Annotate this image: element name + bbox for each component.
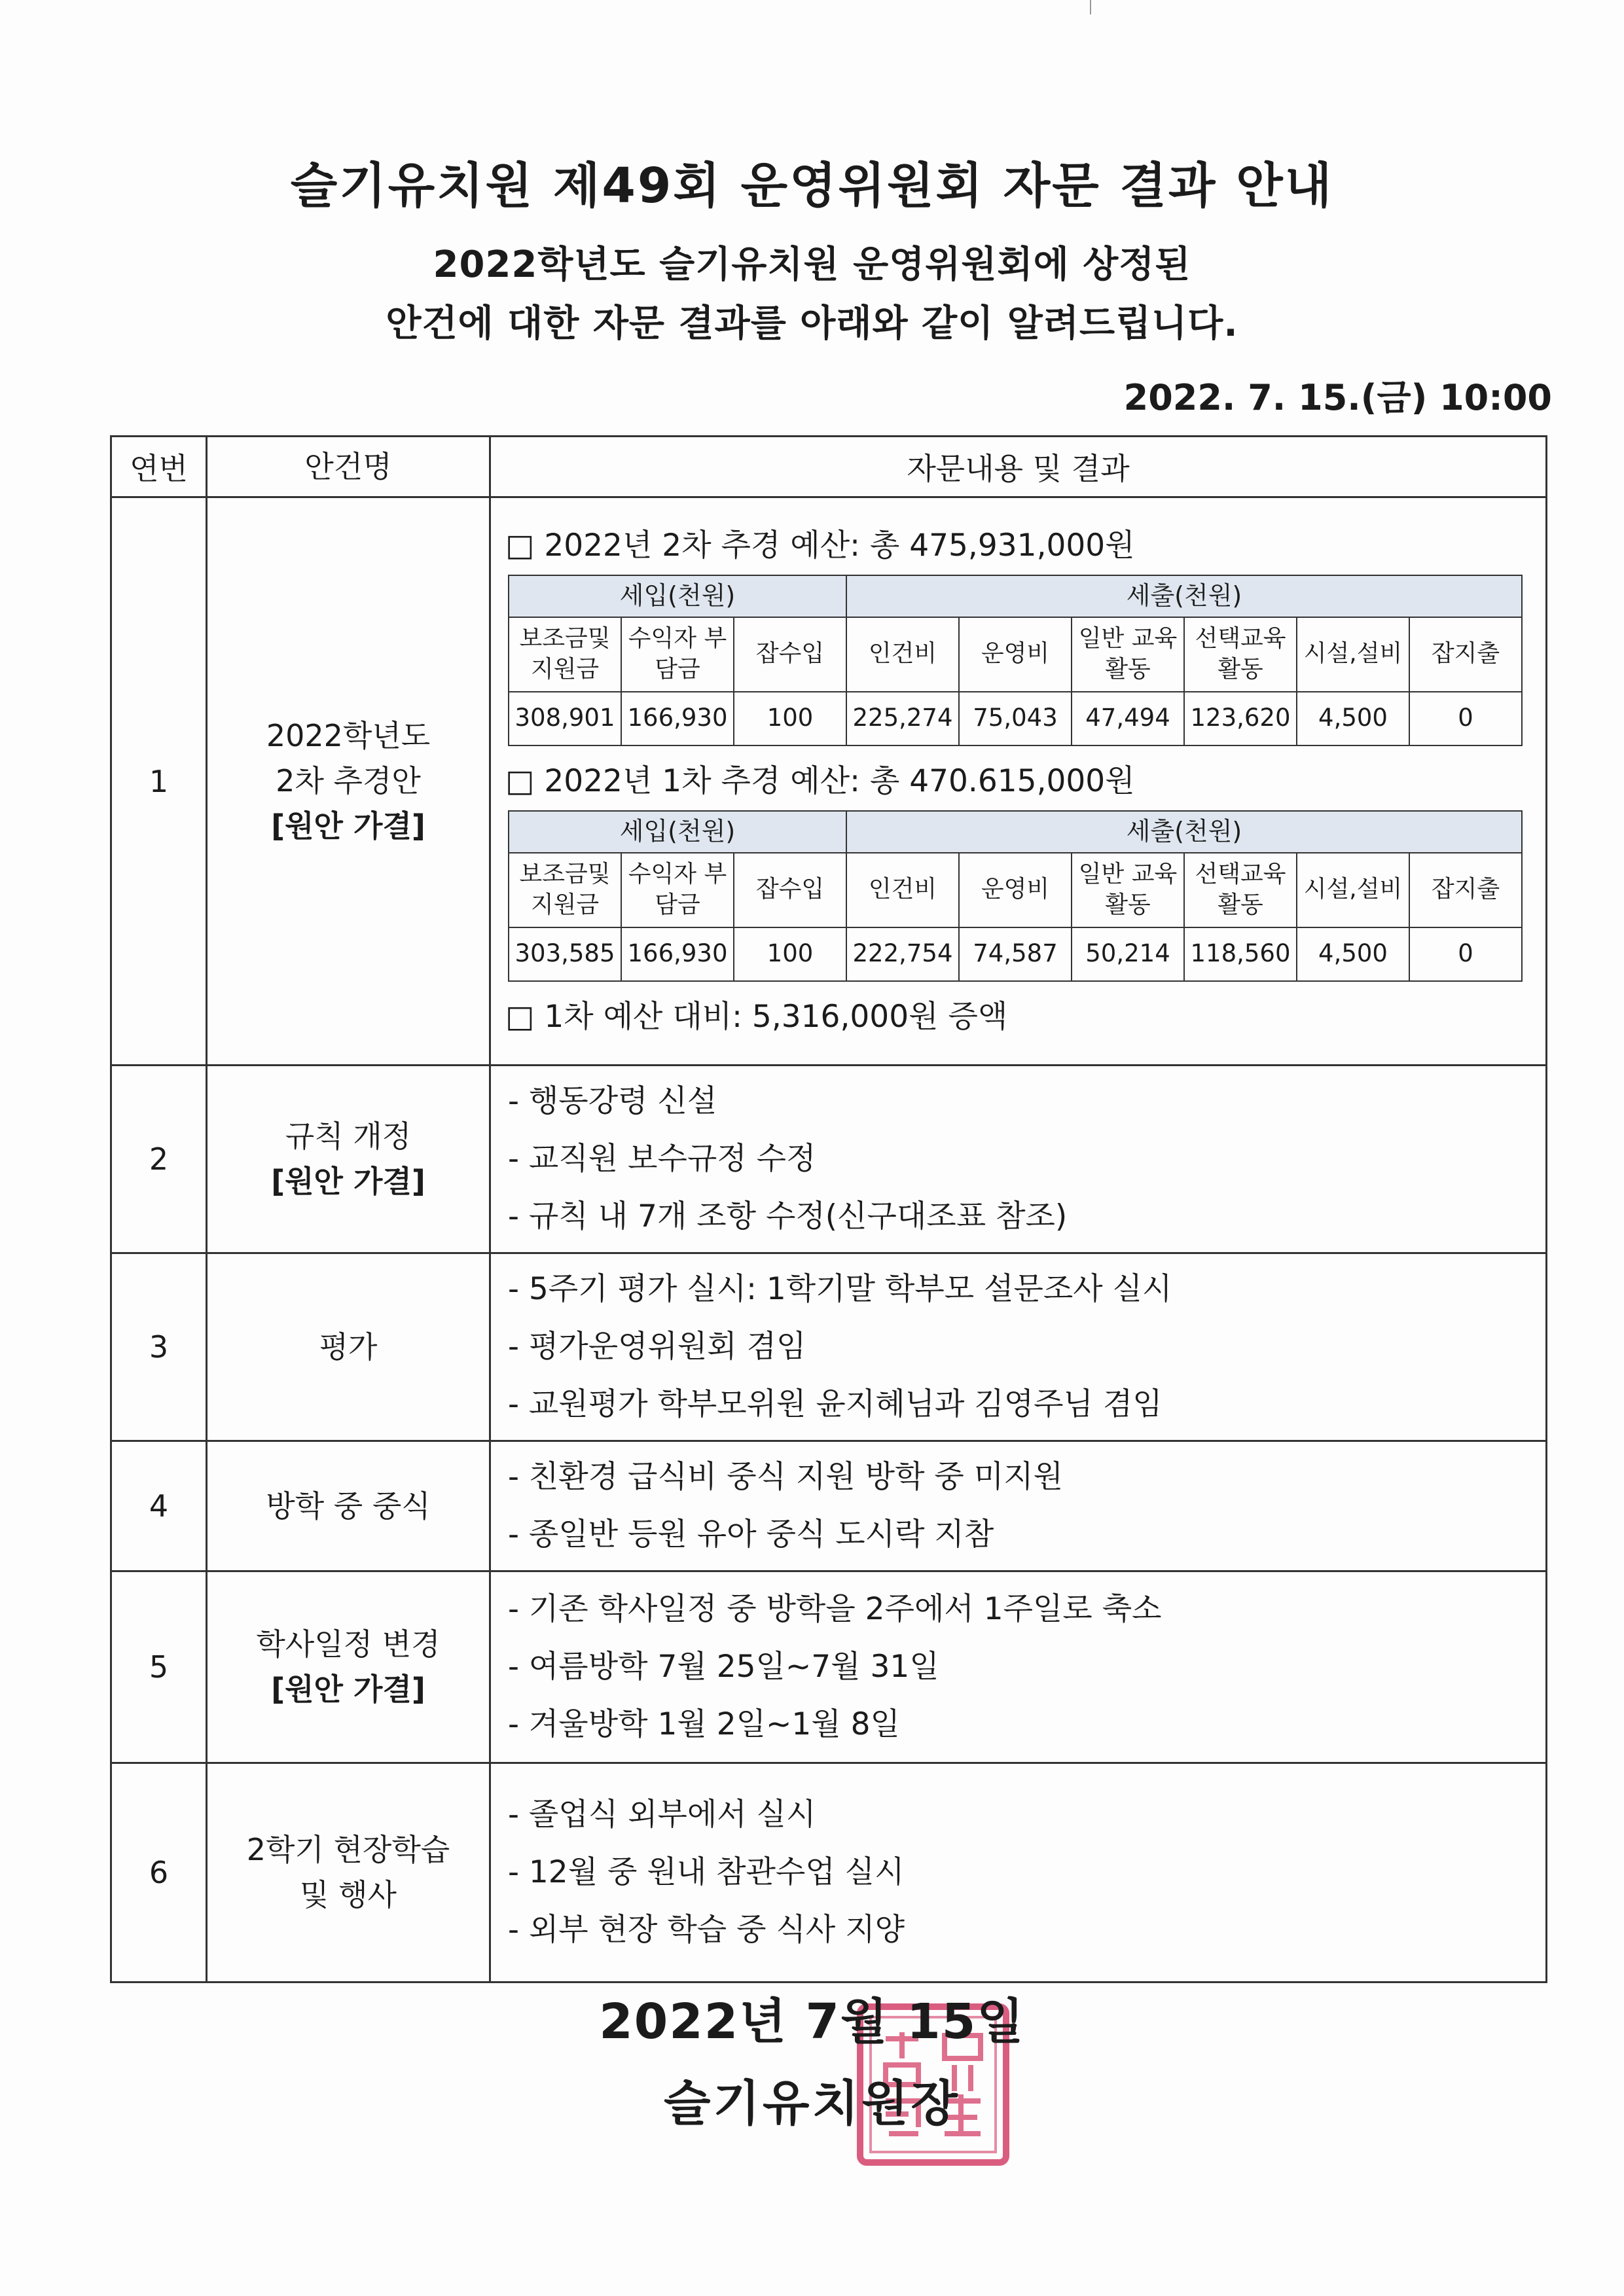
budget-label: 선택교육 활동 <box>1184 853 1297 927</box>
budget-label: 운영비 <box>959 853 1072 927</box>
table-row <box>111 1571 1547 1763</box>
table-row <box>111 497 1547 1066</box>
budget-label: 시설,설비 <box>1297 853 1409 927</box>
budget-value: 0 <box>1409 927 1522 981</box>
budget-label: 인건비 <box>846 853 959 927</box>
list-item: - 규칙 내 7개 조항 수정(신구대조표 참조) <box>508 1198 1068 1234</box>
budget-value: 166,930 <box>621 927 734 981</box>
row-number: 6 <box>111 1763 207 1982</box>
list-item: - 겨울방학 1월 2일~1월 8일 <box>508 1706 900 1742</box>
budget-value: 118,560 <box>1184 927 1297 981</box>
budget-label: 선택교육 활동 <box>1184 617 1297 692</box>
agenda-content <box>490 1253 1547 1441</box>
agenda-name <box>207 1763 490 1982</box>
budget-label: 수익자 부담금 <box>621 617 734 692</box>
budget-label: 일반 교육활동 <box>1072 853 1184 927</box>
list-item: - 평가운영위원회 겸임 <box>508 1329 806 1365</box>
budget-label: 잡수입 <box>734 617 846 692</box>
agenda-name <box>207 1441 490 1571</box>
subtitle-line-2: 안건에 대한 자문 결과를 아래와 같이 알려드립니다. <box>386 302 1238 345</box>
budget-value: 166,930 <box>621 692 734 745</box>
budget-label: 보조금및 지원금 <box>509 853 621 927</box>
budget-label: 일반 교육활동 <box>1072 617 1184 692</box>
row-number: 3 <box>111 1253 207 1441</box>
agenda-name <box>207 497 490 1066</box>
budget-value: 100 <box>734 927 846 981</box>
agenda-result: [원안 가결] <box>271 1164 425 1199</box>
footer-date: 2022년 7월 15일 <box>599 1994 1025 2050</box>
budget-value: 123,620 <box>1184 692 1297 745</box>
list-item: - 12월 중 원내 참관수업 실시 <box>508 1854 905 1890</box>
agenda-content <box>490 1441 1547 1571</box>
budget-value: 74,587 <box>959 927 1072 981</box>
table-row <box>111 1066 1547 1253</box>
list-item: - 5주기 평가 실시: 1학기말 학부모 설문조사 실시 <box>508 1271 1172 1307</box>
income-header: 세입(천원) <box>509 575 846 617</box>
agenda-name-line: 평가 <box>319 1329 378 1365</box>
agenda-result: [원안 가결] <box>271 1672 425 1707</box>
agenda-name-line: 규칙 개정 <box>285 1119 412 1154</box>
row-number: 5 <box>111 1571 207 1763</box>
budget-label: 운영비 <box>959 617 1072 692</box>
budget-label: 수익자 부담금 <box>621 853 734 927</box>
table-row <box>111 1441 1547 1571</box>
meeting-date: 2022. 7. 15.(금) 10:00 <box>1123 377 1552 418</box>
list-item: - 친환경 급식비 중식 지원 방학 중 미지원 <box>508 1459 1063 1495</box>
agenda-content <box>490 497 1547 1066</box>
results-table <box>110 435 1547 1983</box>
col-header-name: 안건명 <box>207 437 490 497</box>
scan-mark <box>1090 0 1091 14</box>
agenda-content <box>490 1763 1547 1982</box>
budget-value: 225,274 <box>846 692 959 745</box>
agenda-name-line: 2학기 현장학습 <box>246 1832 450 1867</box>
budget-value: 222,754 <box>846 927 959 981</box>
col-header-content: 자문내용 및 결과 <box>490 437 1547 497</box>
budget-1-table <box>508 810 1523 982</box>
agenda-name-line: 및 행사 <box>300 1877 397 1912</box>
list-item: - 교직원 보수규정 수정 <box>508 1141 816 1177</box>
budget-value: 0 <box>1409 692 1522 745</box>
expense-header: 세출(천원) <box>846 575 1522 617</box>
budget-value: 47,494 <box>1072 692 1184 745</box>
table-row <box>111 1253 1547 1441</box>
list-item: - 여름방학 7월 25일~7월 31일 <box>508 1649 939 1685</box>
budget-value: 308,901 <box>509 692 621 745</box>
agenda-content <box>490 1571 1547 1763</box>
budget-label: 보조금및 지원금 <box>509 617 621 692</box>
list-item: - 기존 학사일정 중 방학을 2주에서 1주일로 축소 <box>508 1591 1162 1627</box>
budget-value: 50,214 <box>1072 927 1184 981</box>
agenda-name <box>207 1066 490 1253</box>
list-item: - 행동강령 신설 <box>508 1083 717 1119</box>
budget-value: 100 <box>734 692 846 745</box>
budget-2-table <box>508 575 1523 746</box>
page-title: 슬기유치원 제49회 운영위원회 자문 결과 안내 <box>290 158 1334 214</box>
budget-value: 4,500 <box>1297 927 1409 981</box>
list-item: - 종일반 등원 유아 중식 도시락 지참 <box>508 1516 994 1552</box>
agenda-result: [원안 가결] <box>271 808 425 844</box>
agenda-name-line: 2차 추경안 <box>276 763 421 798</box>
table-row <box>111 1763 1547 1982</box>
budget-value: 75,043 <box>959 692 1072 745</box>
agenda-name-line: 학사일정 변경 <box>256 1626 441 1662</box>
footer-signature: 슬기유치원장 <box>664 2075 960 2132</box>
row-number: 4 <box>111 1441 207 1571</box>
budget-label: 인건비 <box>846 617 959 692</box>
budget-label: 잡수입 <box>734 853 846 927</box>
budget-value: 4,500 <box>1297 692 1409 745</box>
list-item: - 외부 현장 학습 중 식사 지양 <box>508 1912 905 1948</box>
row-number: 2 <box>111 1066 207 1253</box>
agenda-content <box>490 1066 1547 1253</box>
agenda-name-line: 방학 중 중식 <box>266 1488 431 1524</box>
col-header-no: 연번 <box>111 437 207 497</box>
expense-header: 세출(천원) <box>846 811 1522 853</box>
budget-value: 303,585 <box>509 927 621 981</box>
row-number: 1 <box>111 497 207 1066</box>
budget-label: 시설,설비 <box>1297 617 1409 692</box>
budget-compare: □ 1차 예산 대비: 5,316,000원 증액 <box>505 998 1008 1035</box>
agenda-name-line: 2022학년도 <box>266 718 431 753</box>
budget-label: 잡지출 <box>1409 853 1522 927</box>
table-header-row <box>111 437 1547 497</box>
list-item: - 졸업식 외부에서 실시 <box>508 1797 816 1833</box>
income-header: 세입(천원) <box>509 811 846 853</box>
list-item: - 교원평가 학부모위원 윤지혜님과 김영주님 겸임 <box>508 1386 1163 1422</box>
agenda-name <box>207 1571 490 1763</box>
budget-1-heading: □ 2022년 1차 추경 예산: 총 470.615,000원 <box>505 762 1135 799</box>
subtitle-line-1: 2022학년도 슬기유치원 운영위원회에 상정된 <box>433 243 1191 286</box>
budget-2-heading: □ 2022년 2차 추경 예산: 총 475,931,000원 <box>505 527 1135 564</box>
budget-label: 잡지출 <box>1409 617 1522 692</box>
agenda-name <box>207 1253 490 1441</box>
